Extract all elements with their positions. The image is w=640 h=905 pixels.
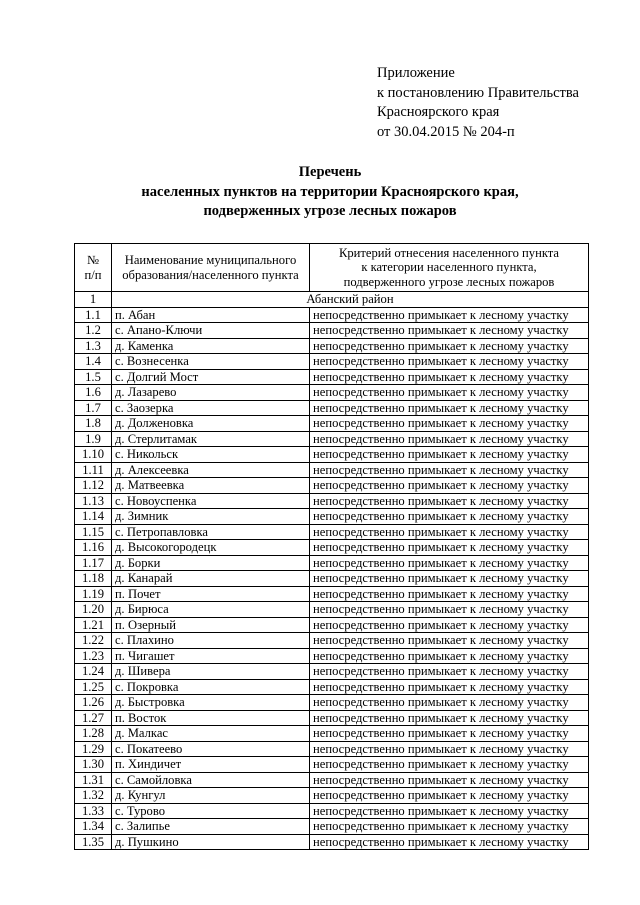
appendix-line: к постановлению Правительства xyxy=(377,84,579,101)
row-criterion: непосредственно примыкает к лесному участку xyxy=(310,478,589,494)
row-num: 1.7 xyxy=(75,400,112,416)
group-name: Абанский район xyxy=(112,292,589,308)
row-criterion: непосредственно примыкает к лесному участку xyxy=(310,447,589,463)
table-row xyxy=(75,493,589,509)
row-criterion: непосредственно примыкает к лесному участку xyxy=(310,772,589,788)
row-num: 1.20 xyxy=(75,602,112,618)
row-num: 1.13 xyxy=(75,493,112,509)
row-num: 1.17 xyxy=(75,555,112,571)
row-criterion: непосредственно примыкает к лесному участку xyxy=(310,819,589,835)
row-num: 1.14 xyxy=(75,509,112,525)
row-name: с. Апано-Ключи xyxy=(112,323,310,339)
row-num: 1.16 xyxy=(75,540,112,556)
row-name: д. Матвеевка xyxy=(112,478,310,494)
row-name: д. Шивера xyxy=(112,664,310,680)
table-row xyxy=(75,338,589,354)
row-num: 1.21 xyxy=(75,617,112,633)
row-criterion: непосредственно примыкает к лесному участку xyxy=(310,416,589,432)
row-name: с. Покровка xyxy=(112,679,310,695)
row-num: 1.34 xyxy=(75,819,112,835)
row-name: д. Алексеевка xyxy=(112,462,310,478)
row-criterion: непосредственно примыкает к лесному участку xyxy=(310,509,589,525)
title-line: Перечень xyxy=(298,164,362,180)
table-row xyxy=(75,478,589,494)
row-criterion: непосредственно примыкает к лесному участку xyxy=(310,834,589,850)
row-num: 1.3 xyxy=(75,338,112,354)
row-num: 1.9 xyxy=(75,431,112,447)
row-name: с. Долгий Мост xyxy=(112,369,310,385)
row-criterion: непосредственно примыкает к лесному участку xyxy=(310,385,589,401)
table-row xyxy=(75,679,589,695)
row-criterion: непосредственно примыкает к лесному участку xyxy=(310,493,589,509)
table-row xyxy=(75,757,589,773)
row-name: п. Хиндичет xyxy=(112,757,310,773)
row-num: 1.26 xyxy=(75,695,112,711)
row-criterion: непосредственно примыкает к лесному участку xyxy=(310,323,589,339)
row-num: 1.35 xyxy=(75,834,112,850)
header-num: № п/п xyxy=(75,244,112,292)
row-num: 1.33 xyxy=(75,803,112,819)
table-row xyxy=(75,447,589,463)
appendix-line: Приложение xyxy=(377,65,455,81)
row-num: 1.5 xyxy=(75,369,112,385)
table-row xyxy=(75,369,589,385)
row-num: 1.2 xyxy=(75,323,112,339)
row-num: 1.29 xyxy=(75,741,112,757)
table-row xyxy=(75,323,589,339)
row-criterion: непосредственно примыкает к лесному участку xyxy=(310,307,589,323)
row-name: д. Борки xyxy=(112,555,310,571)
row-name: с. Никольск xyxy=(112,447,310,463)
row-name: с. Турово xyxy=(112,803,310,819)
row-name: д. Кунгул xyxy=(112,788,310,804)
group-num: 1 xyxy=(75,292,112,308)
row-criterion: непосредственно примыкает к лесному участку xyxy=(310,586,589,602)
row-criterion: непосредственно примыкает к лесному участку xyxy=(310,633,589,649)
row-name: с. Вознесенка xyxy=(112,354,310,370)
header-criterion: Критерий отнесения населенного пункта к категории населенного пункта, подверженного угрозе лесных пожаров xyxy=(310,244,589,292)
row-name: д. Высокогородецк xyxy=(112,540,310,556)
row-num: 1.4 xyxy=(75,354,112,370)
row-criterion: непосредственно примыкает к лесному участку xyxy=(310,540,589,556)
row-num: 1.31 xyxy=(75,772,112,788)
table-header-row xyxy=(75,244,589,292)
row-criterion: непосредственно примыкает к лесному участку xyxy=(310,431,589,447)
row-name: п. Озерный xyxy=(112,617,310,633)
row-name: д. Канарай xyxy=(112,571,310,587)
row-name: д. Долженовка xyxy=(112,416,310,432)
row-name: п. Чигашет xyxy=(112,648,310,664)
row-num: 1.18 xyxy=(75,571,112,587)
row-criterion: непосредственно примыкает к лесному участку xyxy=(310,524,589,540)
table-row xyxy=(75,726,589,742)
row-criterion: непосредственно примыкает к лесному участку xyxy=(310,679,589,695)
title-line: подверженных угрозе лесных пожаров xyxy=(203,203,457,219)
row-num: 1.24 xyxy=(75,664,112,680)
row-criterion: непосредственно примыкает к лесному участку xyxy=(310,741,589,757)
table-row xyxy=(75,462,589,478)
row-num: 1.1 xyxy=(75,307,112,323)
row-name: с. Новоуспенка xyxy=(112,493,310,509)
row-num: 1.30 xyxy=(75,757,112,773)
table-row xyxy=(75,602,589,618)
document-title xyxy=(60,163,600,222)
table-row xyxy=(75,354,589,370)
table-row xyxy=(75,788,589,804)
table-row xyxy=(75,385,589,401)
row-name: п. Восток xyxy=(112,710,310,726)
table-row xyxy=(75,633,589,649)
row-criterion: непосредственно примыкает к лесному участку xyxy=(310,648,589,664)
row-num: 1.27 xyxy=(75,710,112,726)
row-num: 1.28 xyxy=(75,726,112,742)
table-row xyxy=(75,555,589,571)
table-row xyxy=(75,648,589,664)
table-row xyxy=(75,617,589,633)
row-criterion: непосредственно примыкает к лесному участку xyxy=(310,369,589,385)
table-row xyxy=(75,710,589,726)
row-criterion: непосредственно примыкает к лесному участку xyxy=(310,788,589,804)
table-row xyxy=(75,803,589,819)
row-criterion: непосредственно примыкает к лесному участку xyxy=(310,617,589,633)
row-name: д. Малкас xyxy=(112,726,310,742)
row-criterion: непосредственно примыкает к лесному участку xyxy=(310,726,589,742)
table-row xyxy=(75,741,589,757)
header-name: Наименование муниципального образования/населенного пункта xyxy=(112,244,310,292)
row-criterion: непосредственно примыкает к лесному участку xyxy=(310,354,589,370)
row-name: д. Зимник xyxy=(112,509,310,525)
table-row xyxy=(75,509,589,525)
row-criterion: непосредственно примыкает к лесному участку xyxy=(310,664,589,680)
row-num: 1.10 xyxy=(75,447,112,463)
row-name: д. Пушкино xyxy=(112,834,310,850)
row-num: 1.8 xyxy=(75,416,112,432)
row-num: 1.19 xyxy=(75,586,112,602)
row-num: 1.12 xyxy=(75,478,112,494)
row-name: п. Абан xyxy=(112,307,310,323)
row-num: 1.15 xyxy=(75,524,112,540)
row-num: 1.22 xyxy=(75,633,112,649)
table-row xyxy=(75,400,589,416)
row-num: 1.23 xyxy=(75,648,112,664)
row-name: с. Покатеево xyxy=(112,741,310,757)
row-name: д. Стерлитамак xyxy=(112,431,310,447)
row-num: 1.6 xyxy=(75,385,112,401)
table-row xyxy=(75,416,589,432)
row-num: 1.11 xyxy=(75,462,112,478)
table-row xyxy=(75,772,589,788)
row-criterion: непосредственно примыкает к лесному участку xyxy=(310,710,589,726)
appendix-line: от 30.04.2015 № 204-п xyxy=(377,123,515,140)
title-line: населенных пунктов на территории Красноярского края, xyxy=(141,183,519,200)
row-criterion: непосредственно примыкает к лесному участку xyxy=(310,602,589,618)
row-name: с. Самойловка xyxy=(112,772,310,788)
table-row xyxy=(75,834,589,850)
row-name: д. Каменка xyxy=(112,338,310,354)
row-criterion: непосредственно примыкает к лесному участку xyxy=(310,462,589,478)
table-row xyxy=(75,571,589,587)
row-num: 1.32 xyxy=(75,788,112,804)
row-name: с. Плахино xyxy=(112,633,310,649)
row-criterion: непосредственно примыкает к лесному участку xyxy=(310,695,589,711)
table-row xyxy=(75,819,589,835)
row-name: с. Заозерка xyxy=(112,400,310,416)
settlements-table xyxy=(74,243,589,850)
row-criterion: непосредственно примыкает к лесному участку xyxy=(310,400,589,416)
table-row xyxy=(75,695,589,711)
table-row xyxy=(75,431,589,447)
row-criterion: непосредственно примыкает к лесному участку xyxy=(310,555,589,571)
row-name: д. Бирюса xyxy=(112,602,310,618)
group-row xyxy=(75,292,589,308)
row-name: п. Почет xyxy=(112,586,310,602)
table-row xyxy=(75,540,589,556)
table-row xyxy=(75,664,589,680)
table-row xyxy=(75,307,589,323)
row-criterion: непосредственно примыкает к лесному участку xyxy=(310,571,589,587)
table-row xyxy=(75,524,589,540)
row-num: 1.25 xyxy=(75,679,112,695)
row-criterion: непосредственно примыкает к лесному участку xyxy=(310,803,589,819)
row-name: д. Быстровка xyxy=(112,695,310,711)
table-row xyxy=(75,586,589,602)
row-name: с. Петропавловка xyxy=(112,524,310,540)
appendix-line: Красноярского края xyxy=(377,104,500,121)
row-criterion: непосредственно примыкает к лесному участку xyxy=(310,338,589,354)
appendix-block xyxy=(377,64,579,142)
row-name: с. Залипье xyxy=(112,819,310,835)
row-name: д. Лазарево xyxy=(112,385,310,401)
row-criterion: непосредственно примыкает к лесному участку xyxy=(310,757,589,773)
